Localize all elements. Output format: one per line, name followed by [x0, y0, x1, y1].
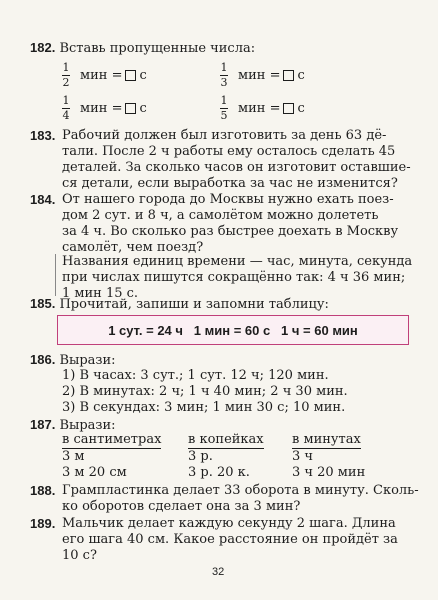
equation — [80, 68, 147, 83]
column-cell: 3 ч 20 мин — [292, 465, 366, 480]
problem-number: 184. — [30, 192, 56, 207]
time-units-table — [57, 315, 409, 345]
equation-text: мин = — [80, 101, 123, 116]
problem-title: Вырази: — [59, 418, 116, 433]
problem-number: 183. — [30, 128, 56, 143]
problem-line: Мальчик делает каждую секунду 2 шага. Длина — [62, 516, 396, 531]
problem-line: 3) В секундах: 3 мин; 1 мин 30 с; 10 мин. — [62, 400, 346, 415]
problem-number: 189. — [30, 516, 56, 531]
page-number: 32 — [212, 566, 225, 578]
column-cell: 3 р. 20 к. — [188, 465, 250, 480]
unit: с — [297, 101, 305, 116]
problem-title: Вставь пропущенные числа: — [59, 41, 256, 56]
unit: с — [139, 68, 147, 83]
note-line: при числах пишутся сокращённо так: 4 ч 36 мин; — [62, 270, 406, 285]
unit: с — [297, 68, 305, 83]
denominator: 3 — [220, 76, 228, 89]
problem-number: 188. — [30, 483, 56, 498]
fraction — [62, 62, 70, 89]
problem-line: самолёт, чем поезд? — [62, 240, 204, 255]
equation-text: мин = — [80, 68, 123, 83]
denominator: 4 — [62, 109, 70, 122]
blank-box[interactable] — [125, 70, 136, 81]
fraction — [220, 62, 228, 89]
problem-number: 185. — [30, 296, 56, 311]
fraction — [220, 95, 228, 122]
problem-number: 187. — [30, 417, 56, 432]
equation — [238, 68, 305, 83]
blank-box[interactable] — [125, 103, 136, 114]
problem-line: 2) В минутах: 2 ч; 1 ч 40 мин; 2 ч 30 мин. — [62, 384, 348, 399]
column-cell: 3 ч — [292, 449, 313, 464]
problem-line: От нашего города до Москвы нужно ехать поез- — [62, 192, 394, 207]
column-cell: 3 м 20 см — [62, 465, 127, 480]
problem-line: Грампластинка делает 33 оборота в минуту. Сколь- — [62, 483, 419, 498]
numerator: 1 — [220, 94, 228, 107]
problem-line: деталей. За сколько часов он изготовит оставшие- — [62, 160, 411, 175]
column-header: в сантиметрах — [62, 432, 162, 447]
problem-187-heading — [30, 417, 116, 433]
fraction — [62, 95, 70, 122]
problem-line: дом 2 сут. и 8 ч, а самолётом можно долететь — [62, 208, 379, 223]
problem-182-heading — [30, 40, 255, 56]
problem-185-heading — [30, 296, 329, 312]
problem-line: Рабочий должен был изготовить за день 63 дё- — [62, 128, 387, 143]
blank-box[interactable] — [283, 70, 294, 81]
problem-number: 186. — [30, 352, 56, 367]
table-text: 1 сут. = 24 ч 1 мин = 60 с 1 ч = 60 мин — [108, 322, 358, 338]
numerator: 1 — [220, 61, 228, 74]
equation — [238, 101, 305, 116]
problem-title: Вырази: — [59, 353, 116, 368]
numerator: 1 — [62, 61, 70, 74]
denominator: 2 — [62, 76, 70, 89]
problem-line: ся детали, если выработка за час не изменится? — [62, 176, 398, 191]
problem-line: его шага 40 см. Какое расстояние он пройдёт за — [62, 532, 398, 547]
problem-line: ко оборотов сделает она за 3 мин? — [62, 499, 301, 514]
problem-line: 10 с? — [62, 548, 97, 563]
equation-text: мин = — [238, 68, 281, 83]
problem-line: 1) В часах: 3 сут.; 1 сут. 12 ч; 120 мин. — [62, 368, 329, 383]
numerator: 1 — [62, 94, 70, 107]
problem-line: тали. После 2 ч работы ему осталось сделать 45 — [62, 144, 396, 159]
column-header: в минутах — [292, 432, 361, 447]
rule-note — [55, 254, 424, 301]
note-line: Названия единиц времени — час, минута, секунда — [62, 254, 413, 269]
equation-text: мин = — [238, 101, 281, 116]
blank-box[interactable] — [283, 103, 294, 114]
column-cell: 3 м — [62, 449, 85, 464]
column-cell: 3 р. — [188, 449, 213, 464]
problem-title: Прочитай, запиши и запомни таблицу: — [59, 297, 329, 312]
problem-number: 182. — [30, 40, 56, 55]
note-line: 1 мин 15 с. — [62, 286, 139, 301]
unit: с — [139, 101, 147, 116]
problem-line: за 4 ч. Во сколько раз быстрее доехать в Москву — [62, 224, 399, 239]
problem-186-heading — [30, 352, 116, 368]
equation — [80, 101, 147, 116]
column-header: в копейках — [188, 432, 264, 447]
denominator: 5 — [220, 109, 228, 122]
